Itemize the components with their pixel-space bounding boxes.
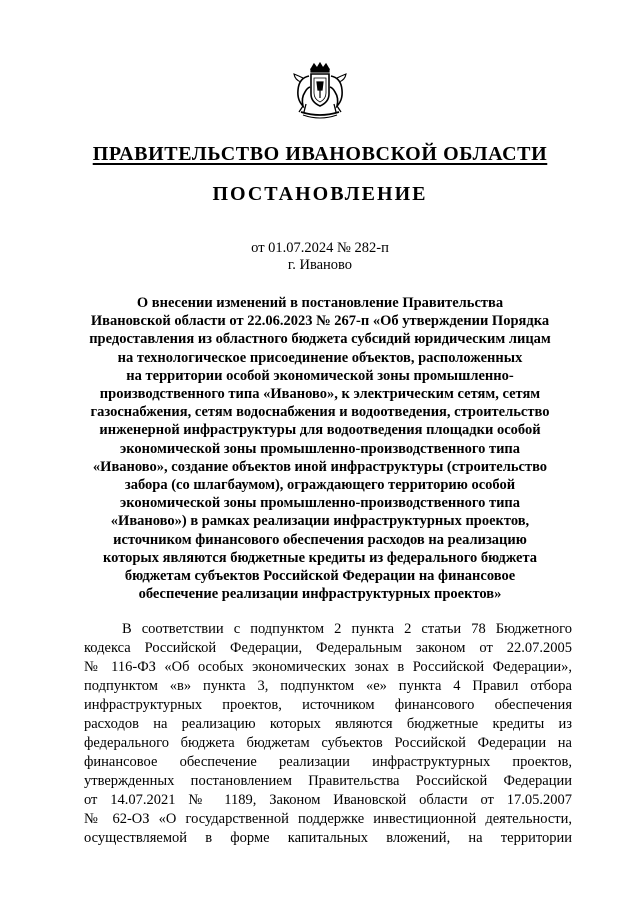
body-paragraph bbox=[84, 620, 572, 848]
subject-line: экономической зоны промышленно-производственного типа bbox=[119, 440, 521, 457]
organization-title: ПРАВИТЕЛЬСТВО ИВАНОВСКОЙ ОБЛАСТИ bbox=[92, 143, 548, 165]
body-line: расходов на реализацию которых являются бюджетные кредиты из bbox=[84, 716, 572, 732]
document-subject bbox=[68, 294, 572, 603]
body-line: инфраструктурных проектов, источником финансового обеспечения bbox=[84, 697, 572, 713]
subject-line: на территории особой экономической зоны промышленно- bbox=[126, 367, 514, 384]
subject-line: газоснабжения, сетям водоснабжения и водоотведения, строительство bbox=[90, 404, 550, 421]
body-line: федерального бюджета бюджетам субъектов Российской Федерации на bbox=[84, 735, 572, 751]
subject-line: производственного типа «Иваново», к электрическим сетям, сетям bbox=[99, 386, 541, 403]
body-line: В соответствии с подпунктом 2 пункта 2 статьи 78 Бюджетного bbox=[122, 621, 572, 637]
date-and-number: от 01.07.2024 № 282-п bbox=[251, 240, 389, 256]
subject-line: источником финансового обеспечения расходов на реализацию bbox=[113, 531, 527, 548]
subject-line: бюджетам субъектов Российской Федерации на финансовое bbox=[124, 568, 516, 585]
subject-line: на технологическое присоединение объектов, расположенных bbox=[117, 349, 523, 366]
body-line: подпунктом «в» пункта 3, подпунктом «е» пункта 4 Правил отбора bbox=[84, 678, 572, 694]
subject-line: инженерной инфраструктуры для водоотведения площадки особой bbox=[99, 422, 541, 439]
subject-line: «Иваново», создание объектов иной инфраструктуры (строительство bbox=[92, 458, 548, 475]
subject-line: предоставления из областного бюджета субсидий юридическим лицам bbox=[89, 331, 551, 348]
body-line: № 116-ФЗ «Об особых экономических зонах в Российской Федерации», bbox=[84, 659, 572, 675]
body-line: осуществляемой в форме капитальных вложений, на территории bbox=[84, 830, 572, 846]
subject-line: экономической зоны промышленно-производственного типа bbox=[119, 495, 521, 512]
city: г. Иваново bbox=[287, 257, 353, 273]
body-line: № 62-ОЗ «О государственной поддержке инвестиционной деятельности, bbox=[84, 811, 572, 827]
subject-line: «Иваново») в рамках реализации инфраструктурных проектов, bbox=[110, 513, 530, 530]
body-line: утвержденных постановлением Правительства Российской Федерации bbox=[84, 773, 572, 789]
document-type-title: ПОСТАНОВЛЕНИЕ bbox=[212, 183, 428, 205]
subject-line: обеспечение реализации инфраструктурных проектов» bbox=[138, 586, 502, 603]
coat-of-arms-icon bbox=[289, 60, 351, 122]
subject-line: О внесении изменений в постановление Правительства bbox=[136, 295, 504, 311]
document-meta bbox=[0, 240, 640, 274]
body-line: финансовое обеспечение реализации инфраструктурных проектов, bbox=[84, 754, 572, 770]
body-line: кодекса Российской Федерации, Федеральным законом от 22.07.2005 bbox=[84, 640, 572, 656]
subject-line: Ивановской области от 22.06.2023 № 267-п «Об утверждении Порядка bbox=[90, 313, 550, 330]
subject-line: забора (со шлагбаумом), ограждающего территорию особой bbox=[124, 477, 516, 494]
subject-line: которых являются бюджетные кредиты из федерального бюджета bbox=[102, 549, 538, 566]
body-line: от 14.07.2021 № 1189, Законом Ивановской области от 17.05.2007 bbox=[84, 792, 572, 808]
